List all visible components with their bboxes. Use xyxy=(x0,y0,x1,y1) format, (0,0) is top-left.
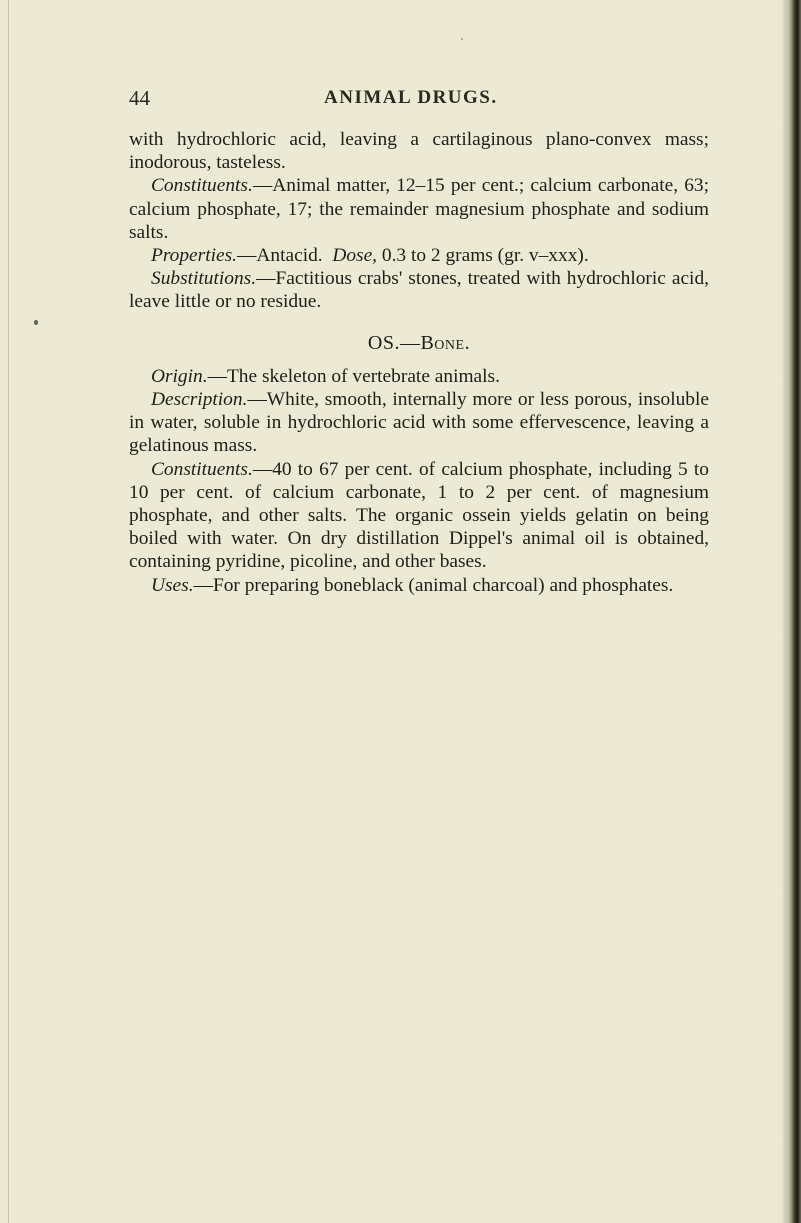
uses-paragraph xyxy=(129,574,709,597)
properties-text: —Antacid. xyxy=(237,245,323,267)
page-left-edge xyxy=(8,0,9,1223)
constituents-paragraph xyxy=(129,174,709,244)
bone-constituents-paragraph xyxy=(129,458,709,574)
description-paragraph xyxy=(129,388,709,458)
properties-paragraph xyxy=(129,244,709,267)
substitutions-label: Substitutions. xyxy=(151,268,257,290)
dose-label: Dose, xyxy=(332,245,378,267)
section-heading xyxy=(129,332,709,355)
dose-text: 0.3 to 2 grams (gr. v–xxx). xyxy=(381,245,589,267)
continuation-text: with hydrochloric acid, leaving a cartilaginous plano-convex mass; inodorous, tasteless. xyxy=(129,129,709,174)
origin-label: Origin. xyxy=(151,365,208,387)
page-number: 44 xyxy=(129,86,150,110)
section-heading-main: OS.— xyxy=(367,331,421,354)
page-header xyxy=(129,86,709,110)
description-label: Description. xyxy=(151,389,248,411)
uses-label: Uses. xyxy=(151,574,194,596)
description-text: —White, smooth, internally more or less porous, insoluble in water, soluble in hydrochloric acid with some effervescence, leaving a gelatinous mass. xyxy=(129,389,709,457)
constituents-label: Constituents. xyxy=(151,175,253,197)
body-text xyxy=(129,128,709,597)
substitutions-text: —Factitious crabs' stones, treated with hydrochloric acid, leave little or no residue. xyxy=(129,268,709,313)
constituents-text: —Animal matter, 12–15 per cent.; calcium carbonate, 63; calcium phosphate, 17; the remainder magnesium phosphate and sodium salts. xyxy=(129,175,709,243)
origin-paragraph xyxy=(129,365,709,388)
substitutions-paragraph xyxy=(129,267,709,313)
section-heading-sub: Bone. xyxy=(420,331,471,354)
continuation-paragraph xyxy=(129,128,709,174)
bone-constituents-text: —40 to 67 per cent. of calcium phosphate, including 5 to 10 per cent. of calcium carbonate, 1 to 2 per cent. of magnesium phosphate, and other salts. The organic ossein yields gelatin on being boiled with water. On dry distillation Dippel's animal oil is obtained, containing pyridine, picoline, and other bases. xyxy=(129,458,709,573)
margin-mark xyxy=(34,320,38,325)
bone-constituents-label: Constituents. xyxy=(151,458,253,480)
uses-text: —For preparing boneblack (animal charcoal) and phosphates. xyxy=(193,574,674,596)
origin-text: —The skeleton of vertebrate animals. xyxy=(207,365,500,387)
properties-label: Properties. xyxy=(151,245,237,267)
book-spine-edge xyxy=(787,0,801,1223)
page-speck xyxy=(461,38,463,40)
running-head: ANIMAL DRUGS. xyxy=(324,87,498,108)
